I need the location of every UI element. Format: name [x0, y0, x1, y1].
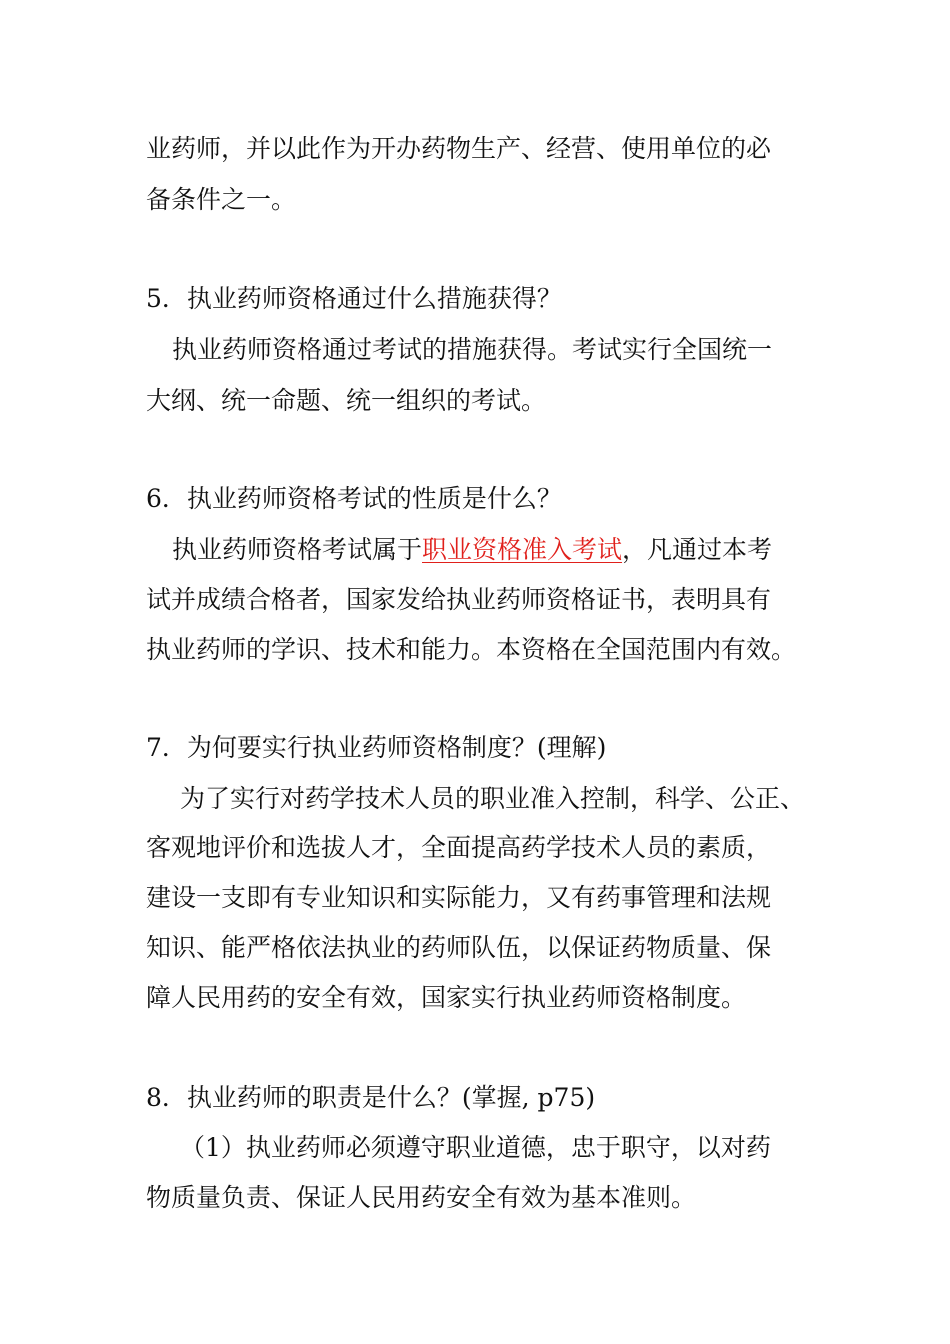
answer-8-line-1: （1）执业药师必须遵守职业道德，忠于职守，以对药	[180, 1133, 771, 1162]
answer-5-line-2: 大纲、统一命题、统一组织的考试。	[146, 386, 547, 415]
answer-7-line-5: 障人民用药的安全有效，国家实行执业药师资格制度。	[146, 983, 747, 1012]
answer-7-line-1: 为了实行对药学技术人员的职业准入控制，科学、公正、	[180, 784, 806, 813]
answer-7-line-3: 建设一支即有专业知识和实际能力，又有药事管理和法规	[146, 883, 772, 912]
question-6: 6．执业药师资格考试的性质是什么？	[146, 484, 562, 513]
intro-line-1: 业药师，并以此作为开办药物生产、经营、使用单位的必	[146, 134, 772, 163]
question-5: 5．执业药师资格通过什么措施获得？	[146, 284, 562, 313]
qualification-exam-link[interactable]: 职业资格准入考试	[422, 535, 623, 564]
intro-line-2: 备条件之一。	[146, 185, 297, 214]
answer-7-line-4: 知识、能严格依法执业的药师队伍，以保证药物质量、保	[146, 933, 772, 962]
answer-5-line-1: 执业药师资格通过考试的措施获得。考试实行全国统一	[172, 335, 773, 364]
answer-6-line-2: 试并成绩合格者，国家发给执业药师资格证书，表明具有	[146, 585, 772, 614]
answer-6-text-after: ，凡通过本考	[622, 535, 773, 564]
answer-6-text-before: 执业药师资格考试属于	[172, 535, 423, 564]
question-8: 8．执业药师的职责是什么？(掌握, p75)	[146, 1083, 596, 1112]
question-7: 7．为何要实行执业药师资格制度？(理解)	[146, 733, 607, 762]
answer-6-line-3: 执业药师的学识、技术和能力。本资格在全国范围内有效。	[146, 635, 797, 664]
answer-6-line-1	[172, 533, 772, 567]
answer-7-line-2: 客观地评价和选拔人才，全面提高药学技术人员的素质，	[146, 833, 772, 862]
answer-8-line-2: 物质量负责、保证人民用药安全有效为基本准则。	[146, 1183, 697, 1212]
